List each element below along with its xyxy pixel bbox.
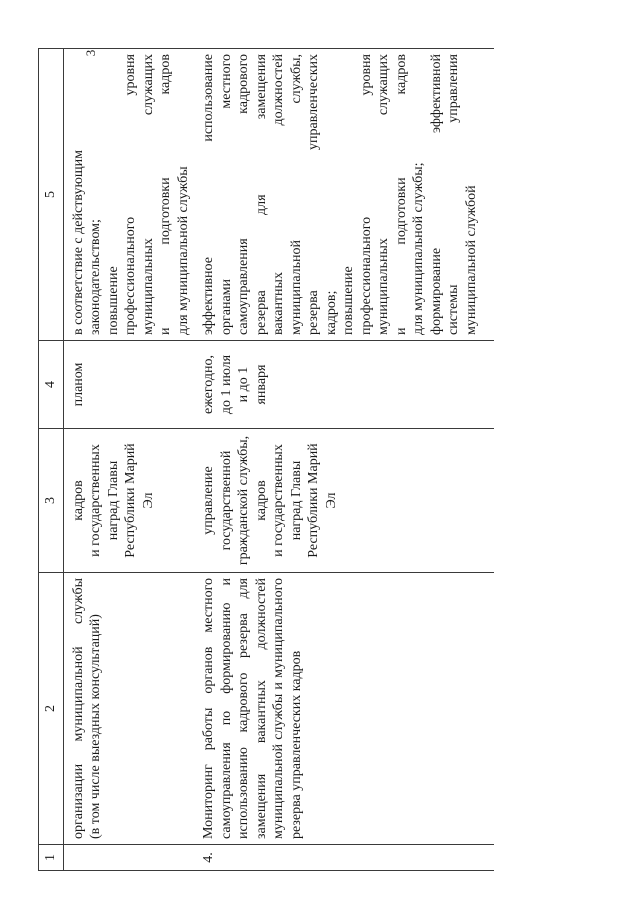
result-line: вакантных должностей	[271, 54, 286, 335]
page-number: 3	[83, 49, 98, 57]
term-cell: ежегодно, до 1 июля и до 1 января	[194, 341, 494, 429]
result-line: для муниципальной службы;	[411, 162, 426, 335]
result-cell	[63, 49, 194, 341]
document-table-rotated	[38, 49, 626, 871]
result-line: профессионального уровня	[358, 54, 374, 335]
table-header-row	[39, 49, 64, 871]
result-line: резерва управленческих	[306, 54, 321, 335]
result-line: профессионального уровня	[123, 54, 138, 335]
executors-cell: кадров и государственных наград Главы Республики Марий Эл	[63, 429, 194, 573]
result-line: формирование эффективной	[428, 54, 444, 335]
row-number	[63, 845, 194, 871]
result-line: муниципальных служащих	[140, 54, 156, 335]
executors-cell: управление государственной гражданской службы, кадров и государственных наград Главы Республики Марий Эл	[194, 429, 494, 573]
result-cell	[194, 49, 494, 341]
result-line: самоуправления кадрового	[236, 54, 251, 335]
result-line: муниципальной службой	[463, 185, 479, 335]
term-cell: планом	[63, 341, 194, 429]
result-line: повышение	[341, 266, 356, 335]
result-line: резерва для замещения	[253, 54, 269, 335]
row-number: 4.	[194, 845, 494, 871]
result-line: и подготовки кадров	[158, 54, 173, 335]
measure-text: организации муниципальной службы	[70, 578, 86, 839]
header-col-4: 4	[39, 341, 64, 429]
result-line: муниципальных служащих	[376, 54, 391, 335]
header-col-1: 1	[39, 845, 64, 871]
result-line: в соответствие с действующим	[70, 149, 86, 335]
header-col-5: 5	[39, 49, 64, 341]
result-line: для муниципальной службы	[175, 166, 191, 335]
measure-cell	[194, 573, 494, 845]
measures-table	[38, 48, 494, 871]
result-line: муниципальной службы,	[288, 54, 304, 335]
header-col-3: 3	[39, 429, 64, 573]
result-line: системы управления	[446, 54, 461, 335]
result-line: органами местного	[218, 54, 234, 335]
result-line: кадров;	[323, 290, 339, 335]
result-line: повышение	[105, 266, 121, 335]
table-row	[194, 49, 494, 871]
header-col-2: 2	[39, 573, 64, 845]
measure-tail: резерва управленческих кадров	[288, 650, 304, 839]
result-line: эффективное использование	[201, 54, 216, 335]
result-line: и подготовки кадров	[393, 54, 409, 335]
table-row	[63, 49, 194, 871]
measure-cell	[63, 573, 194, 845]
measure-tail: (в том числе выездных консультаций)	[88, 614, 103, 839]
result-line: законодательством;	[88, 219, 103, 335]
measure-text: Мониторинг работы органов местного самоуправления по формированию и использованию кадрового резерва для замещения вакантных должностей муниципальной службы и муниципального	[201, 578, 286, 839]
